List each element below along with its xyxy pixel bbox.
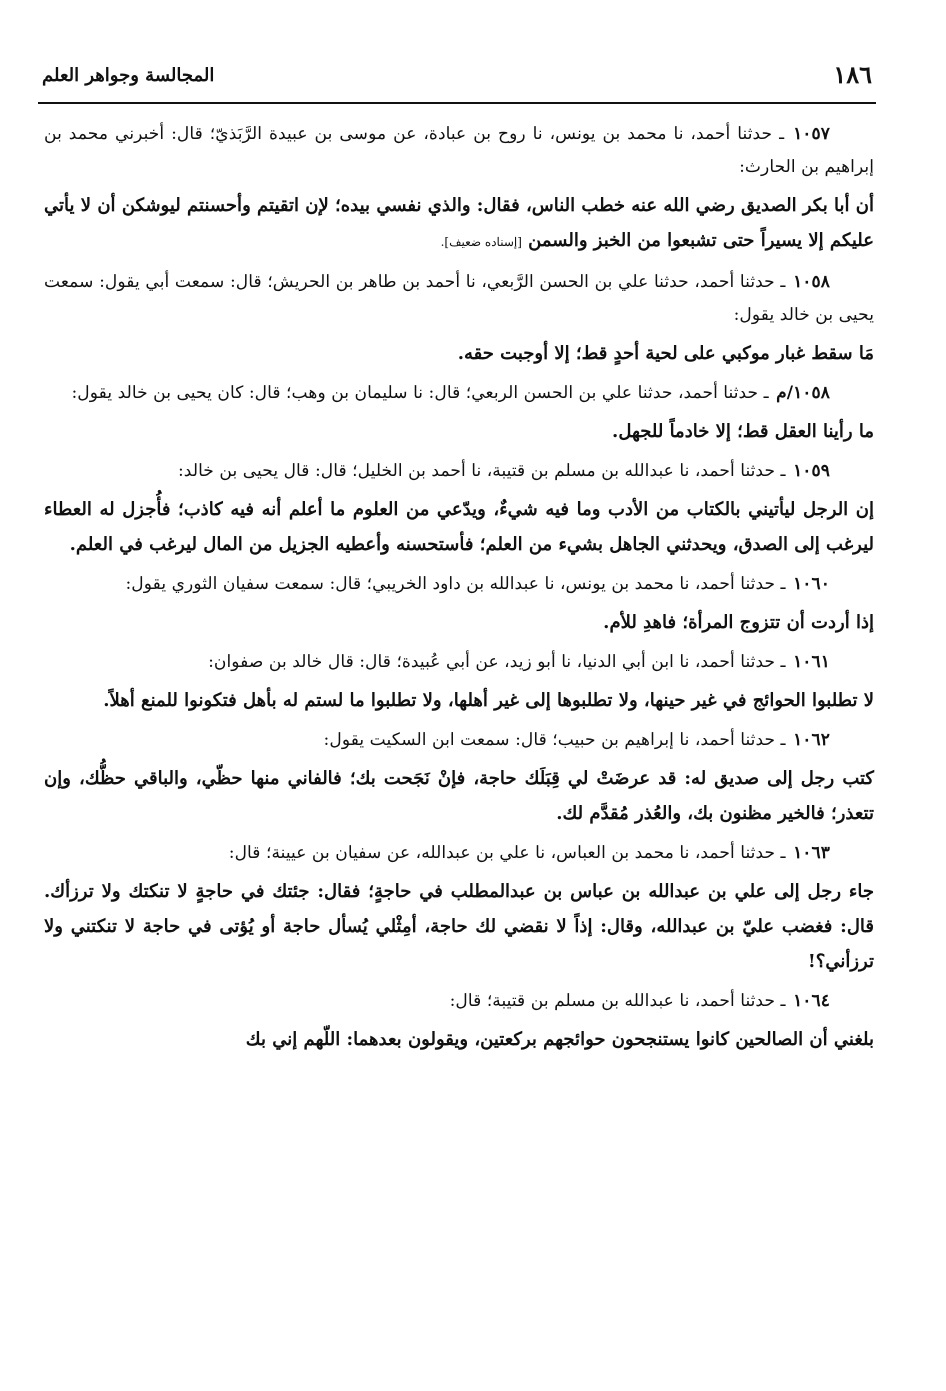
entry-number: ١٠٦٢ [793,730,830,750]
entry-1060 [44,568,874,640]
entry-number: ١٠٥٩ [793,461,830,481]
entry-1058 [44,266,874,371]
entry-number: ١٠٦١ [793,652,830,672]
entry-1058m [44,377,874,449]
isnad-text: ـ حدثنا أحمد، نا ابن أبي الدنيا، نا أبو زيد، عن أبي عُبيدة؛ قال: قال خالد بن صفوان: [208,652,786,672]
matn-text: كتب رجل إلى صديق له: قد عرضَتْ لي قِبَلَك حاجة، فإنْ نَجَحت بك؛ فالفاني منها حظّي، والباقي حظُّك، وإن تتعذر؛ فالخير مظنون بك، والعُذر مُقدَّم لك. [44,768,874,824]
matn-text: إن الرجل ليأتيني بالكتاب من الأدب وما فيه شيءٌ، ويدّعي من العلوم ما أعلم أنه فيه كاذب؛ فأُجزل له العطاء ليرغب إلى الصدق، ويحدثني الجاهل بشيء من العلم؛ فأستحسنه وأعطيه الجزيل من المال ليرغب في العلم. [44,499,874,555]
entry-isnad [44,985,874,1018]
entry-1063 [44,837,874,979]
page-content [44,118,874,1063]
entry-matn [44,188,874,260]
isnad-text: ـ حدثنا أحمد، نا محمد بن العباس، نا علي بن عبدالله، عن سفيان بن عيينة؛ قال: [228,843,786,863]
grading-note: [إسناده ضعيف]. [440,235,522,249]
entry-matn [44,1022,874,1057]
page-header [38,52,876,100]
isnad-text: ـ حدثنا أحمد، نا محمد بن يونس، نا عبدالله بن داود الخريبي؛ قال: سمعت سفيان الثوري يقول: [125,574,786,594]
entry-1062 [44,724,874,831]
entry-matn [44,874,874,979]
running-title: المجالسة وجواهر العلم [42,65,215,86]
entry-isnad [44,646,874,679]
isnad-text: ـ حدثنا أحمد، حدثنا علي بن الحسن الربعي؛ قال: نا سليمان بن وهب؛ قال: كان يحيى بن خالد يقول: [71,383,769,403]
matn-text: إذا أردت أن تتزوج المرأة؛ فاهدِ للأم. [603,612,874,633]
matn-text: بلغني أن الصالحين كانوا يستنجحون حوائجهم بركعتين، ويقولون بعدهما: اللّهم إني بك [245,1029,874,1050]
isnad-text: ـ حدثنا أحمد، نا محمد بن يونس، نا روح بن عبادة، عن موسى بن عبيدة الرَّبَذيّ؛ قال: أخبرني محمد بن إبراهيم بن الحارث: [44,124,874,177]
isnad-text: ـ حدثنا أحمد، حدثنا علي بن الحسن الرَّبعي، نا أحمد بن طاهر بن الحريش؛ قال: سمعت أبي يقول: سمعت يحيى بن خالد يقول: [44,272,874,325]
entry-matn [44,683,874,718]
entry-1059 [44,455,874,562]
entry-isnad [44,568,874,601]
entry-matn [44,414,874,449]
entry-1064 [44,985,874,1057]
entry-number: ١٠٥٧ [793,124,830,144]
entry-isnad [44,118,874,184]
matn-text: ما رأينا العقل قط؛ إلا خادماً للجهل. [612,421,874,442]
entry-isnad [44,837,874,870]
entry-matn [44,605,874,640]
entry-isnad [44,724,874,757]
entry-1061 [44,646,874,718]
entry-isnad [44,377,874,410]
matn-text: أن أبا بكر الصديق رضي الله عنه خطب الناس، فقال: والذي نفسي بيده؛ لإن اتقيتم وأحسنتم ليوشكن أن لا يأتي عليكم إلا يسيراً حتى تشبعوا من الخبز والسمن [44,195,874,251]
entry-matn [44,761,874,831]
isnad-text: ـ حدثنا أحمد، نا إبراهيم بن حبيب؛ قال: سمعت ابن السكيت يقول: [323,730,786,750]
entry-number: ١٠٥٨ [793,272,831,292]
entry-matn [44,336,874,371]
header-divider [38,102,876,104]
matn-text: لا تطلبوا الحوائج في غير حينها، ولا تطلبوها إلى غير أهلها، ولا تطلبوا ما لستم له بأهل فتكونوا للمنع أهلاً. [103,690,874,711]
page-number: ١٨٦ [833,60,872,89]
isnad-text: ـ حدثنا أحمد، نا عبدالله بن مسلم بن قتيبة؛ قال: [449,991,786,1011]
entry-number: ١٠٦٠ [793,574,830,594]
entry-number: ١٠٦٣ [793,843,830,863]
entry-matn [44,492,874,562]
matn-text: مَا سقط غبار موكبي على لحية أحدٍ قط؛ إلا أوجبت حقه. [457,343,874,364]
entry-isnad [44,266,874,332]
entry-number: ١٠٦٤ [793,991,830,1011]
entry-1057 [44,118,874,260]
entry-number: ١٠٥٨/م [776,383,830,403]
entry-isnad [44,455,874,488]
matn-text: جاء رجل إلى علي بن عبدالله بن عباس بن عبدالمطلب في حاجةٍ؛ فقال: جئتك في حاجةٍ لا تنكتك ولا ترزأك. قال: فغضب عليّ بن عبدالله، وقال: إذاً لا نقضي لك حاجة، أمِثْلي يُسأل حاجة أو يُؤتى في حاجة لا تنكتني ولا ترزأني؟! [44,881,874,972]
isnad-text: ـ حدثنا أحمد، نا عبدالله بن مسلم بن قتيبة، نا أحمد بن الخليل؛ قال: قال يحيى بن خالد: [178,461,786,481]
